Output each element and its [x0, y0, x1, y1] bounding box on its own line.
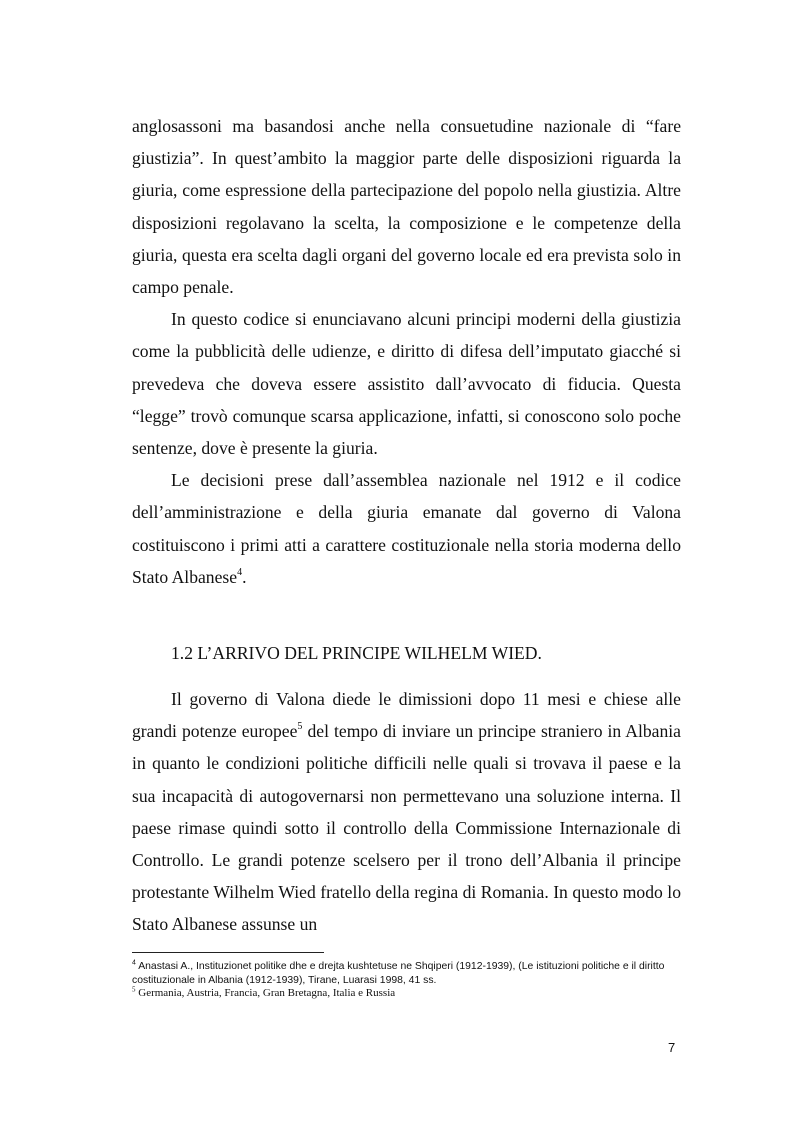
paragraph-1: anglosassoni ma basandosi anche nella consuetudine nazionale di “fare giustizia”. In quest’ambito la maggior parte delle disposizioni riguarda la giuria, come espressione della partecipazione del popolo nella giustizia. Altre disposizioni regolavano la scelta, la composizione e le competenze della giuria, questa era scelta dagli organi del governo locale ed era prevista solo in campo penale.	[132, 116, 681, 298]
footnote-5-number: 5	[132, 985, 136, 994]
footnotes	[132, 960, 692, 1001]
footnote-ref-5[interactable]: 5	[297, 721, 303, 733]
paragraph-4	[132, 683, 681, 941]
body-text-block-1	[132, 110, 681, 593]
body-text-block-2	[132, 683, 681, 941]
footnote-separator	[132, 952, 324, 953]
section-heading-block	[132, 642, 681, 664]
paragraph-3-end: .	[242, 566, 247, 587]
paragraph-3	[132, 464, 681, 593]
footnote-4	[132, 960, 692, 987]
footnote-5-text: Germania, Austria, Francia, Gran Bretagna, Italia e Russia	[135, 987, 396, 999]
footnote-ref-4[interactable]: 4	[237, 566, 243, 578]
footnote-5	[132, 987, 692, 1001]
footnote-4-number: 4	[132, 959, 136, 967]
paragraph-3-text: Le decisioni prese dall’assemblea nazionale nel 1912 e il codice dell’amministrazione e della giuria emanate dal governo di Valona costituiscono i primi atti a carattere costituzionale nella storia moderna dello Stato Albanese	[132, 470, 681, 587]
section-heading: 1.2 L’ARRIVO DEL PRINCIPE WILHELM WIED.	[171, 643, 542, 663]
page-number: 7	[668, 1040, 676, 1055]
paragraph-4-before: Il governo di Valona diede le dimissioni dopo 11 mesi e chiese alle grandi potenze europee	[132, 689, 681, 742]
footnote-4-text: Anastasi A., Instituzionet politike dhe e drejta kushtetuse ne Shqiperi (1912-1939), (Le istituzioni politiche e il diritto costituzionale in Albania (1912-1939), Tirane, Luarasi 1998, 41 ss.	[132, 961, 665, 986]
paragraph-4-after: del tempo di inviare un principe straniero in Albania in quanto le condizioni politiche difficili nelle quali si trovava il paese e la sua incapacità di autogovernarsi non permettevano una soluzione interna. Il paese rimase quindi sotto il controllo della Commissione Internazionale di Controllo. Le grandi potenze scelsero per il trono dell’Albania il principe protestante Wilhelm Wied fratello della regina di Romania. In questo modo lo Stato Albanese assunse un	[132, 721, 681, 935]
paragraph-2: In questo codice si enunciavano alcuni principi moderni della giustizia come la pubblicità delle udienze, e diritto di difesa dell’imputato giacché si prevedeva che doveva essere assistito dall’avvocato di fiducia. Questa “legge” trovò comunque scarsa applicazione, infatti, si conoscono solo poche sentenze, dove è presente la giuria.	[132, 309, 681, 459]
